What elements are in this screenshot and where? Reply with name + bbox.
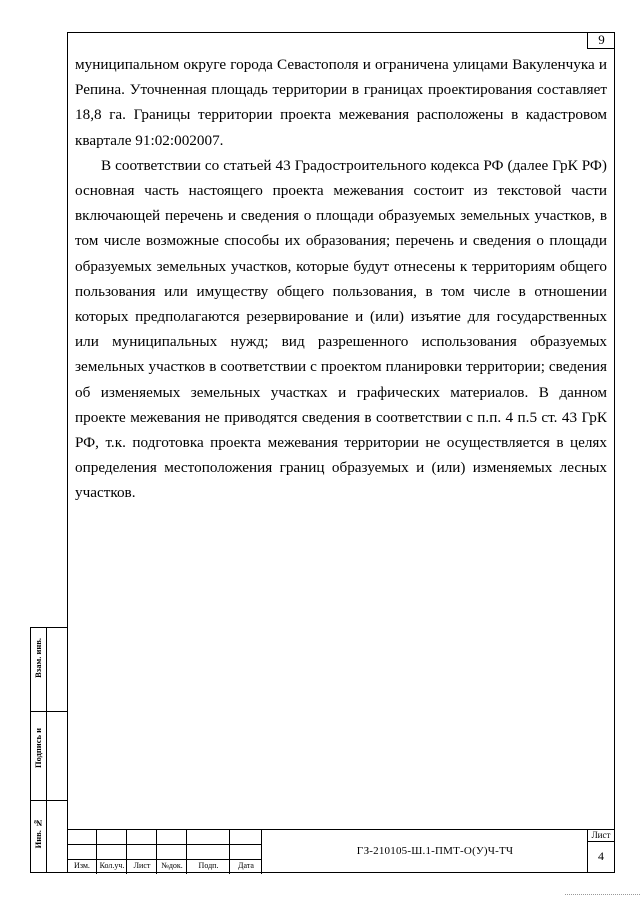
inv-no-label: Инв. № bbox=[33, 818, 43, 849]
col-podp: Подп. bbox=[198, 861, 219, 870]
col-kol-uch: Кол.уч. bbox=[99, 861, 125, 870]
col-list: Лист bbox=[133, 861, 151, 870]
document-code: ГЗ-210105-Ш.1-ПМТ-О(У)Ч-ТЧ bbox=[356, 845, 514, 857]
side-stamp bbox=[30, 627, 67, 873]
sheet-divider bbox=[587, 841, 615, 842]
paragraph-1: муниципальном округе города Севастополя и ограничена улицами Вакуленчука и Репина. Уточненная площадь территории в границах проектирования составляет 18,8 га. Границы территории проекта межевания расположены в кадастровом квартале 91:02:002007. bbox=[75, 56, 607, 149]
podpis-label: Подпись и bbox=[33, 728, 43, 769]
sheet-label: Лист bbox=[591, 830, 611, 840]
sheet-number: 4 bbox=[598, 849, 604, 863]
col-data: Дата bbox=[238, 861, 254, 870]
col-ndok: №док. bbox=[161, 861, 183, 870]
col-izm: Изм. bbox=[74, 861, 90, 870]
paragraph-2: В соответствии со статьей 43 Градостроительного кодекса РФ (далее ГрК РФ) основная часть настоящего проекта межевания состоит из текстовой части включающей перечень и сведения о площади образуемых земельных участков, в том числе возможные способы их образования; перечень и сведения о площади образуемых земельных участков, которые будут отнесены к территориям общего пользования или имуществу общего пользования, в том числе в отношении которых предполагаются резервирование и (или) изъятие для государственных или муниципальных нужд; вид разрешенного использования образуемых земельных участков в соответствии с проектом планировки территории; сведения об изменяемых земельных участках и графических материалов. В данном проекте межевания не приводятся сведения в соответствии с п.п. 4 п.5 ст. 43 ГрК РФ, т.к. подготовка проекта межевания территории не осуществляется в целях определения местоположения границ образуемых и (или) изменяемых лесных участков. bbox=[75, 156, 607, 502]
page-number: 9 bbox=[587, 32, 615, 49]
document-body bbox=[75, 52, 607, 506]
vzam-inv-label: Взам. инв. bbox=[33, 638, 43, 678]
bottom-dotted-line bbox=[565, 894, 640, 895]
